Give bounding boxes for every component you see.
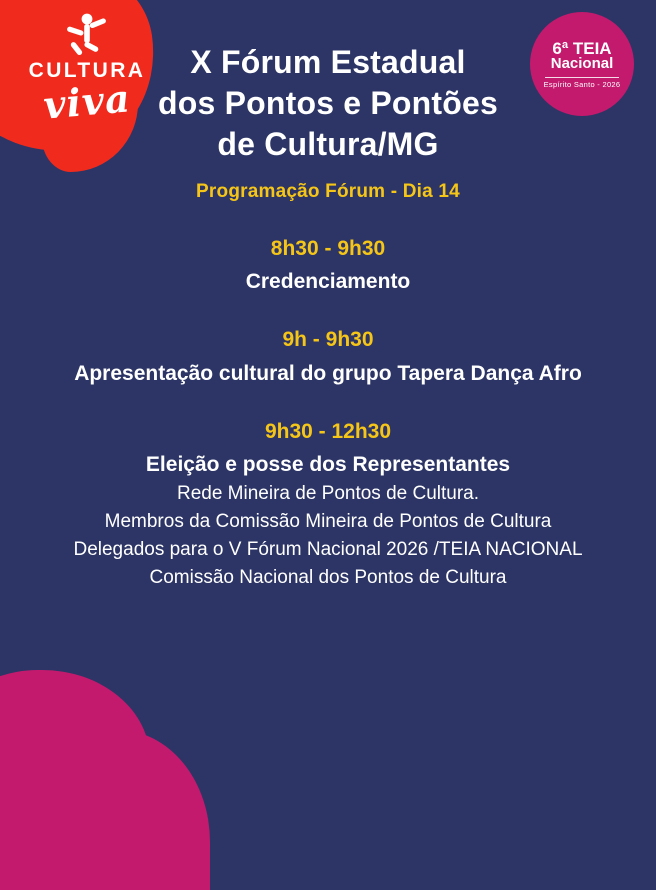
page-subtitle: Programação Fórum - Dia 14 — [196, 180, 460, 202]
seal-location: Espírito Santo - 2026 — [543, 79, 621, 89]
logo-word-cultura: CULTURA — [28, 59, 146, 82]
schedule-item-time: 8h30 - 9h30 — [270, 236, 386, 260]
schedule-item — [26, 326, 630, 387]
seal-edition: 6ª TEIA — [552, 38, 612, 58]
logo-word-viva: viva — [41, 75, 133, 128]
schedule-item-time: 9h30 - 12h30 — [264, 419, 392, 443]
title-line-2: dos Pontos e Pontões — [157, 84, 499, 121]
title-line-3: de Cultura/MG — [217, 125, 439, 162]
teia-nacional-seal — [530, 12, 634, 116]
seal-divider — [545, 77, 619, 78]
schedule-item — [26, 235, 630, 296]
seal-name: Nacional — [550, 55, 614, 73]
cultura-viva-logo — [14, 12, 160, 144]
schedule-item-time: 9h - 9h30 — [282, 328, 374, 352]
title-line-1: X Fórum Estadual — [190, 44, 466, 80]
cultura-viva-figure-icon — [14, 12, 160, 58]
schedule-item-detail: Rede Mineira de Pontos de Cultura. — [176, 483, 480, 505]
schedule-item-heading: Apresentação cultural do grupo Tapera Dança Afro — [74, 361, 582, 385]
schedule-item-detail: Membros da Comissão Mineira de Pontos de Cultura — [104, 510, 552, 532]
schedule-item-detail: Delegados para o V Fórum Nacional 2026 /TEIA NACIONAL — [73, 538, 583, 560]
schedule-item-heading: Eleição e posse dos Representantes — [145, 453, 511, 476]
schedule-item-detail: Comissão Nacional dos Pontos de Cultura — [149, 566, 507, 588]
schedule-item-heading: Credenciamento — [245, 270, 411, 294]
schedule-item — [26, 418, 630, 591]
schedule-list — [0, 235, 656, 591]
